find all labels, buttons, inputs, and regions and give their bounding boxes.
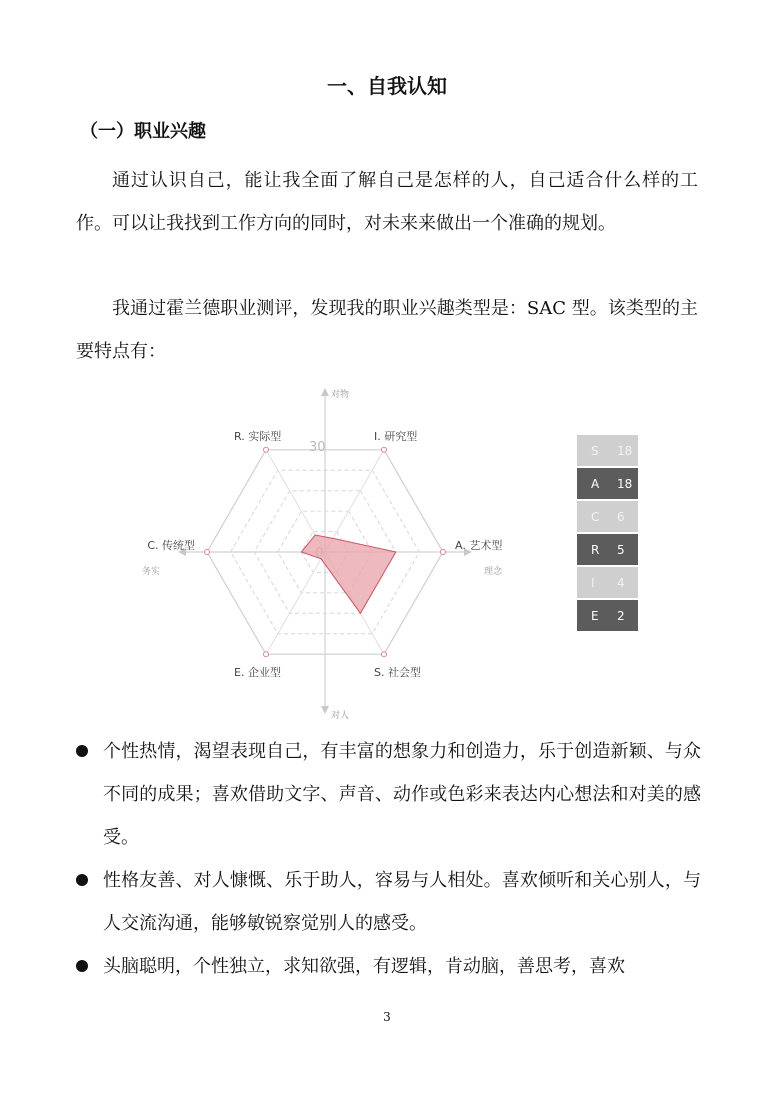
radar-spoke	[325, 450, 384, 552]
score-value: 18	[617, 444, 633, 458]
axis-arrow-down-icon	[321, 706, 329, 714]
vertex-label: A. 艺术型	[455, 539, 503, 552]
score-cell	[577, 534, 638, 565]
score-cell	[577, 567, 638, 598]
vertex-marker	[382, 447, 387, 452]
axis-label-top: 对物	[331, 390, 350, 400]
score-value: 4	[617, 576, 625, 590]
trait-list	[76, 730, 701, 988]
radar-spoke	[266, 552, 325, 654]
score-value: 5	[617, 543, 625, 557]
vertex-marker	[264, 652, 269, 657]
axis-label-right: 理念	[484, 567, 503, 577]
page-number: 3	[383, 1010, 391, 1024]
vertex-marker	[205, 550, 210, 555]
score-cell	[577, 501, 638, 532]
score-code: A	[591, 477, 600, 491]
vertex-label: E. 企业型	[234, 666, 281, 680]
axis-arrow-up-icon	[321, 388, 329, 396]
bullet-icon	[76, 960, 88, 972]
score-value: 18	[617, 477, 633, 491]
holland-radar-chart	[130, 380, 650, 725]
subsection-heading: （一）职业兴趣	[80, 121, 206, 142]
score-code: E	[591, 609, 599, 623]
axis-label-left: 务实	[142, 567, 161, 577]
vertex-marker	[441, 550, 446, 555]
trait-item	[76, 730, 701, 859]
scale-max-label: 30	[309, 440, 326, 455]
score-code: R	[591, 543, 600, 557]
score-code: C	[591, 510, 600, 524]
trait-item	[76, 945, 701, 988]
vertex-label: R. 实际型	[234, 429, 282, 443]
score-value: 6	[617, 510, 625, 524]
trait-text: 性格友善、对人慷慨、乐于助人，容易与人相处。喜欢倾听和关心别人，与人交流沟通，能够敏锐察觉别人的感受。	[103, 870, 701, 934]
result-paragraph: 我通过霍兰德职业测评，发现我的职业兴趣类型是：SAC 型。该类型的主要特点有：	[76, 298, 698, 362]
score-code: I	[591, 576, 595, 590]
vertex-label: S. 社会型	[374, 666, 421, 680]
data-polygon	[301, 535, 395, 613]
vertex-marker	[382, 652, 387, 657]
radar-svg	[130, 380, 650, 725]
vertex-marker	[264, 447, 269, 452]
bullet-icon	[76, 745, 88, 757]
section-heading: 一、自我认知	[327, 74, 447, 98]
trait-text: 个性热情，渴望表现自己，有丰富的想象力和创造力，乐于创造新颖、与众不同的成果；喜欢借助文字、声音、动作或色彩来表达内心想法和对美的感受。	[103, 741, 701, 848]
trait-text: 头脑聪明，个性独立，求知欲强，有逻辑，肯动脑，善思考，喜欢	[103, 956, 625, 977]
vertex-label: I. 研究型	[374, 429, 418, 443]
score-cell	[577, 600, 638, 631]
bullet-icon	[76, 874, 88, 886]
axis-label-bottom: 对人	[331, 711, 350, 721]
score-value: 2	[617, 609, 625, 623]
vertex-label: C. 传统型	[147, 539, 195, 552]
intro-paragraph: 通过认识自己，能让我全面了解自己是怎样的人，自己适合什么样的工作。可以让我找到工作方向的同时，对未来来做出一个准确的规划。	[76, 170, 698, 234]
trait-item	[76, 859, 701, 945]
score-code: S	[591, 444, 599, 458]
